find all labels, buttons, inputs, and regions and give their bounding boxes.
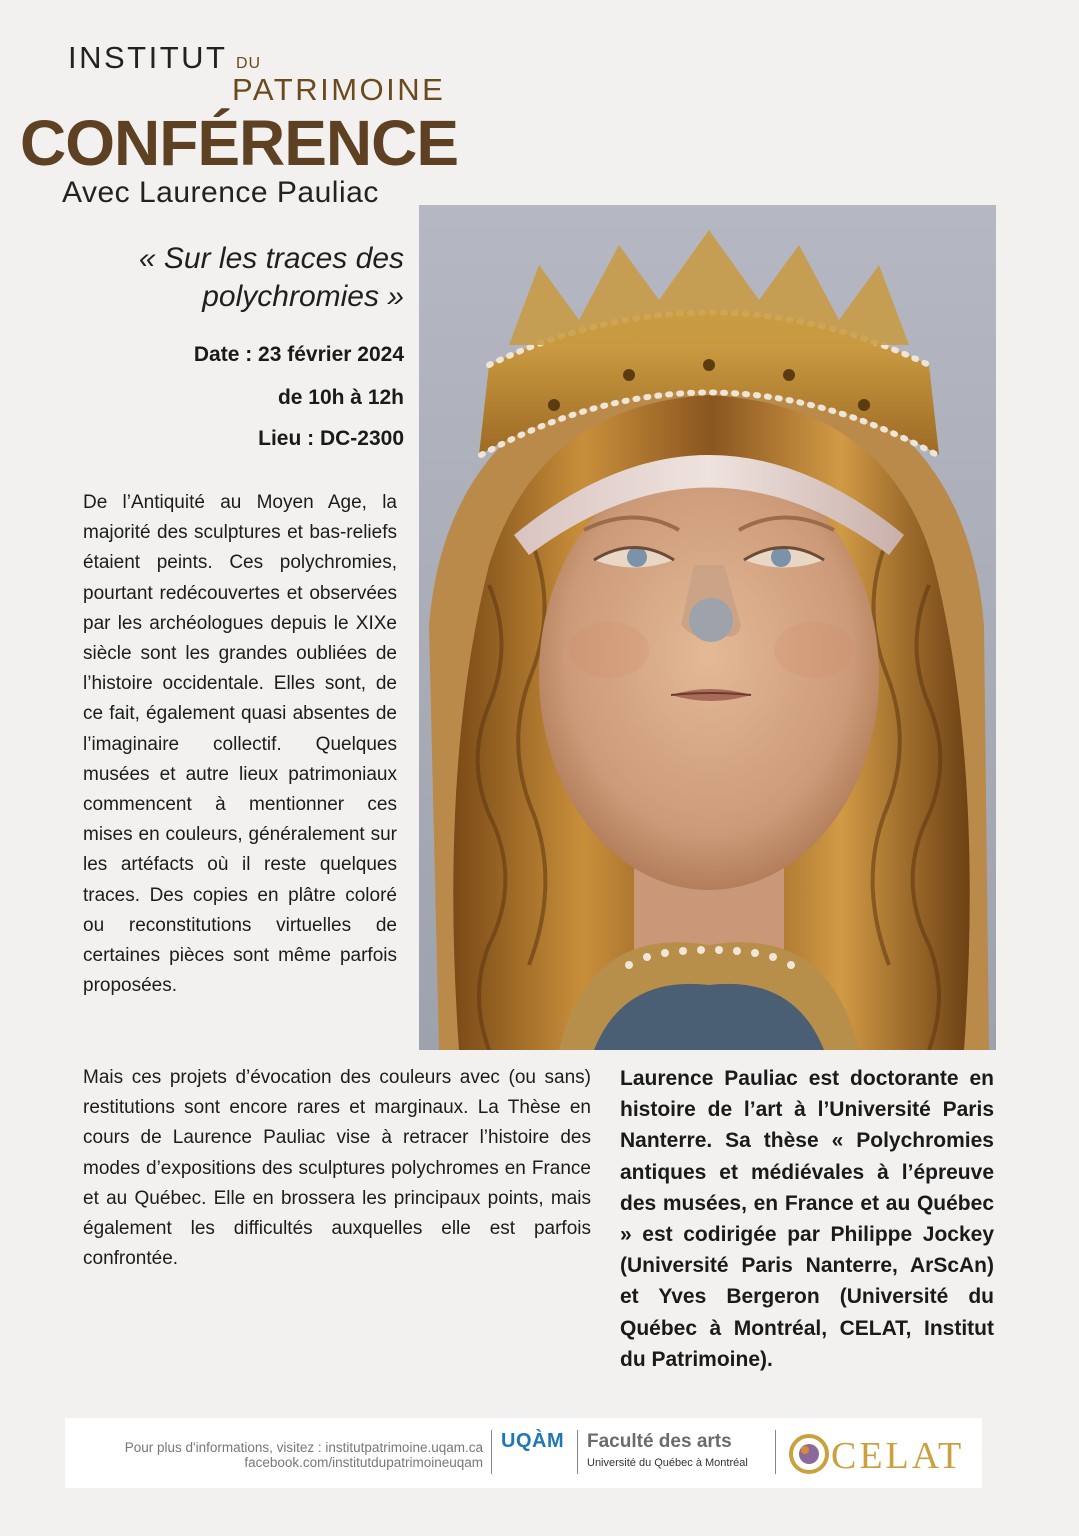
footer-info bbox=[87, 1440, 483, 1470]
event-date: Date : 23 février 2024 bbox=[193, 343, 404, 366]
brand-institut: INSTITUT bbox=[68, 40, 228, 75]
talk-title-line1: « Sur les traces des bbox=[138, 242, 404, 275]
brand-du: DU bbox=[236, 55, 262, 72]
celat-logo bbox=[783, 1428, 983, 1478]
talk-title-line2: polychromies » bbox=[202, 280, 404, 313]
speaker-name: Avec Laurence Pauliac bbox=[62, 176, 379, 209]
page-title: CONFÉRENCE bbox=[20, 107, 459, 179]
description-part2: Mais ces projets d’évocation des couleurs avec (ou sans) restitutions sont encore rares et marginaux. La Thèse en cours de Laurence Pauliac vise à retracer l’histoire des modes d’expositions des sculptures polychromes en France et au Québec. Elle en brossera les principaux points, mais également les difficultés auxquelles elle est parfois confrontée. bbox=[83, 1067, 591, 1270]
university-name: Université du Québec à Montréal bbox=[587, 1457, 748, 1469]
event-time: de 10h à 12h bbox=[277, 386, 404, 409]
speaker-bio: Laurence Pauliac est doctorante en histoire de l’art à l’Université Paris Nanterre. Sa thèse « Polychromies antiques et médiévales à l’épreuve des musées, en France et au Québec » est codirigée par Philippe Jockey (Université Paris Nanterre, ArScAn) et Yves Bergeron (Université du Québec à Montréal, CELAT, Institut du Patrimoine). bbox=[620, 1067, 994, 1371]
event-place: Lieu : DC-2300 bbox=[258, 427, 404, 450]
footer-divider bbox=[577, 1430, 578, 1474]
footer-website-link[interactable]: Pour plus d'informations, visitez : institutpatrimoine.uqam.ca bbox=[124, 1440, 483, 1455]
uqam-logo: UQÀM bbox=[501, 1430, 565, 1452]
footer-divider bbox=[775, 1430, 776, 1474]
celat-logo-text: CELAT bbox=[831, 1435, 965, 1477]
footer-facebook-link[interactable]: facebook.com/institutdupatrimoineuqam bbox=[244, 1455, 483, 1470]
talk-title bbox=[40, 240, 404, 316]
footer-divider bbox=[491, 1430, 492, 1474]
faculty-name: Faculté des arts bbox=[587, 1431, 732, 1452]
sculpture-portrait-image bbox=[419, 205, 996, 1050]
brand-patrimoine: PATRIMOINE bbox=[232, 72, 446, 107]
description-part1: De l’Antiquité au Moyen Age, la majorité des sculptures et bas-reliefs étaient peints. Ces polychromies, pourtant redécouvertes et observées par les archéologues depuis le XIXe siècle sont les grandes oubliées de l’histoire occidentale. Elles sont, de ce fait, également quasi absentes de l’imaginaire collectif. Quelques musées et autre lieux patrimoniaux commencent à mentionner ces mises en couleurs, généralement sur les artéfacts où il reste quelques traces. Des copies en plâtre coloré ou reconstitutions virtuelles de certaines pièces sont même parfois proposées. bbox=[83, 492, 397, 997]
footer-bar bbox=[65, 1418, 982, 1488]
